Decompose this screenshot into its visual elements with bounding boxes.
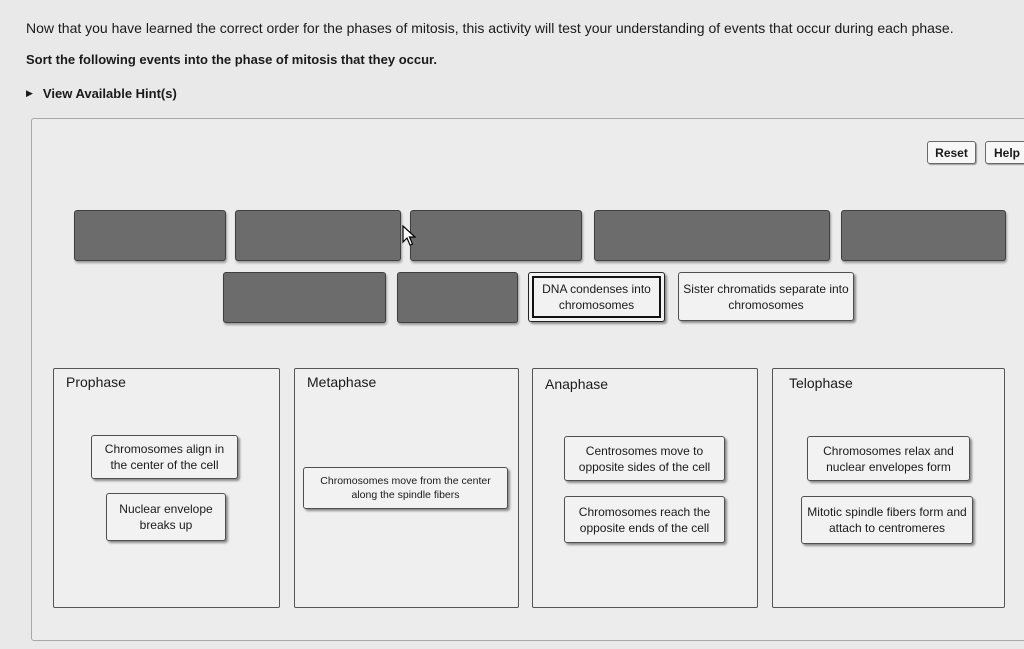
card-label: Chromosomes move from the center along the spindle fibers xyxy=(320,475,491,501)
empty-card-slot xyxy=(841,210,1006,261)
help-button[interactable]: Help xyxy=(985,141,1024,164)
reset-button[interactable]: Reset xyxy=(927,141,976,164)
card-label: Chromosomes relax and nuclear envelopes form xyxy=(823,443,954,474)
drop-zone-prophase[interactable] xyxy=(53,368,280,608)
empty-card-slot xyxy=(223,272,386,323)
empty-card-slot xyxy=(397,272,518,323)
card-label: Chromosomes align in the center of the cell xyxy=(104,442,225,472)
placed-card[interactable] xyxy=(807,436,970,481)
placed-card[interactable] xyxy=(564,496,725,543)
empty-card-slot xyxy=(235,210,401,261)
card-label: Mitotic spindle fibers form and attach to centromeres xyxy=(807,505,967,535)
empty-card-slot xyxy=(74,210,226,261)
placed-card[interactable] xyxy=(91,435,238,479)
placed-card[interactable] xyxy=(801,496,973,544)
drop-zone-telophase[interactable] xyxy=(772,368,1005,608)
pool-card-sister-chromatids[interactable] xyxy=(678,272,854,321)
instruction-text: Sort the following events into the phase of mitosis that they occur. xyxy=(26,52,437,67)
card-label: Sister chromatids separate into chromosomes xyxy=(683,281,849,312)
view-hints-toggle[interactable] xyxy=(26,86,177,101)
mouse-pointer-icon xyxy=(402,225,416,247)
placed-card[interactable] xyxy=(564,436,725,481)
placed-card[interactable] xyxy=(303,467,508,509)
zone-title: Metaphase xyxy=(307,374,377,390)
intro-text: Now that you have learned the correct order for the phases of mitosis, this activity will test your understanding of events that occur during each phase. xyxy=(26,20,954,36)
empty-card-slot xyxy=(410,210,582,261)
card-label: Centrosomes move to opposite sides of the cell xyxy=(578,443,711,474)
pool-card-dna-condenses[interactable] xyxy=(528,272,665,322)
card-label: Chromosomes reach the opposite ends of the cell xyxy=(578,504,711,535)
zone-title: Prophase xyxy=(66,374,126,390)
placed-card[interactable] xyxy=(106,493,226,541)
view-hints-label: View Available Hint(s) xyxy=(42,86,177,101)
card-label: DNA condenses into chromosomes xyxy=(542,282,651,312)
zone-title: Telophase xyxy=(789,375,853,391)
triangle-right-icon: ▶ xyxy=(26,88,33,98)
drop-zone-anaphase[interactable] xyxy=(532,368,758,608)
card-label: Nuclear envelope breaks up xyxy=(119,502,213,532)
zone-title: Anaphase xyxy=(545,376,609,392)
empty-card-slot xyxy=(594,210,830,261)
